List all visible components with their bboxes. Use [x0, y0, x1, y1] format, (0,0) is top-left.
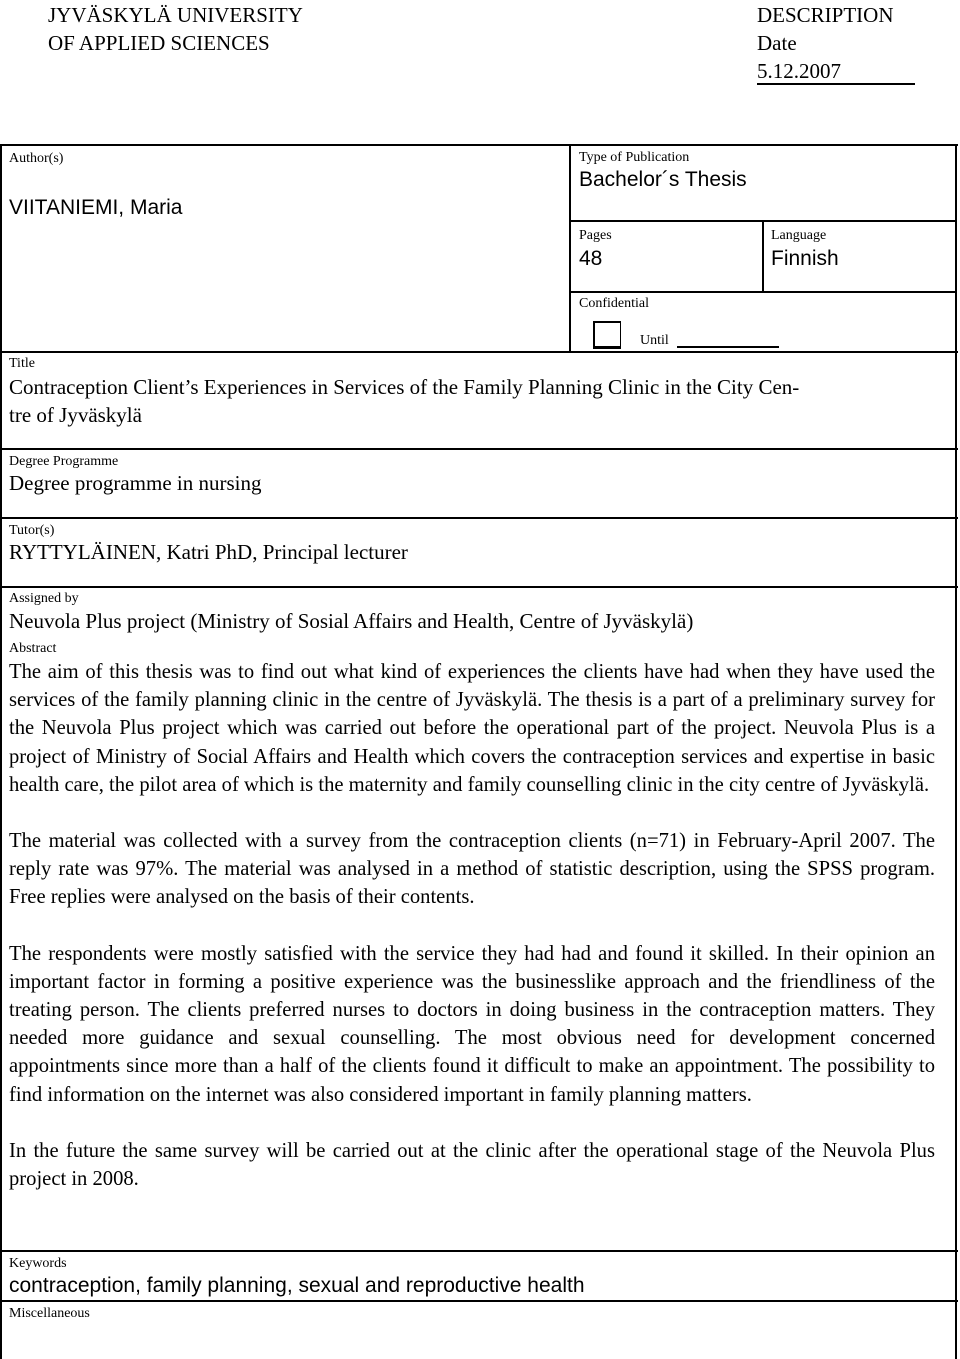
assigned-value: Neuvola Plus project (Ministry of Sosial Affairs and Health, Centre of Jyväskylä)	[9, 609, 694, 633]
confidential-label: Confidential	[579, 296, 649, 311]
frame-assigned-top	[0, 586, 958, 588]
abstract-paragraph: The material was collected with a survey from the contraception clients (n=71) in February-April 2007. The reply rate was 97%. The material was analysed in a method of statistic description, using the SPSS program. Free replies were analysed on the basis of their contents.	[9, 830, 935, 909]
frame-misc-top	[0, 1300, 958, 1302]
frame-top	[0, 144, 958, 146]
pages-label: Pages	[579, 228, 612, 243]
publication-type-label: Type of Publication	[579, 150, 690, 165]
abstract-paragraph: In the future the same survey will be carried out at the clinic after the operational stage of the Neuvola Plus project in 2008.	[9, 1139, 935, 1191]
frame-pages-language-divider	[762, 220, 764, 292]
pages-value: 48	[579, 247, 603, 270]
language-label: Language	[771, 228, 827, 243]
misc-label: Miscellaneous	[9, 1306, 90, 1321]
author-value: VIITANIEMI, Maria	[9, 196, 183, 219]
university-name-line2: OF APPLIED SCIENCES	[48, 31, 270, 55]
abstract-body	[9, 658, 935, 1193]
degree-label: Degree Programme	[9, 454, 119, 469]
keywords-label: Keywords	[9, 1256, 67, 1271]
author-label: Author(s)	[9, 151, 64, 166]
title-label: Title	[9, 356, 35, 371]
title-line2: tre of Jyväskylä	[9, 403, 142, 427]
abstract-paragraph: The aim of this thesis was to find out what kind of experiences the clients have had when they have used the services of the family planning clinic in the centre of Jyväskylä. The thesis is a part of a preliminary survey for the Neuvola Plus project which was carried out before the operational part of the project. Neuvola Plus is a project of Ministry of Social Affairs and Health which covers the contraception services and expertise in basic health care, the pilot area of which is the maternity and family counselling clinic in the city centre of Jyväskylä.	[9, 661, 935, 796]
frame-keywords-top	[0, 1250, 958, 1252]
abstract-paragraph: The respondents were mostly satisfied with the service they had had and found it skilled. In their opinion an important factor in forming a positive experience was the businesslike approach and the friendliness of the treating person. The clients preferred nurses to doctors in doing business in the contraception matters. They needed more guidance and sexual counselling. The most obvious need for development concerned appointments since more than a half of the clients found it difficult to make an appointment. The possibility to find information on the internet was also considered important in family planning matters.	[9, 942, 935, 1106]
frame-tutor-top	[0, 517, 958, 519]
publication-type-value: Bachelor´s Thesis	[579, 168, 747, 191]
university-name-line1: JYVÄSKYLÄ UNIVERSITY	[48, 3, 303, 27]
confidential-checkbox[interactable]	[593, 321, 621, 349]
until-field[interactable]	[640, 333, 780, 349]
keywords-value: contraception, family planning, sexual and reproductive health	[9, 1274, 585, 1297]
title-line1: Contraception Client’s Experiences in Services of the Family Planning Clinic in the City Cen-	[9, 375, 800, 399]
assigned-label: Assigned by	[9, 591, 79, 606]
frame-left	[0, 144, 2, 1359]
document-type: DESCRIPTION	[757, 3, 894, 27]
frame-degree-top	[0, 448, 958, 450]
date-label: Date	[757, 31, 797, 55]
abstract-label: Abstract	[9, 641, 57, 656]
language-value: Finnish	[771, 247, 839, 270]
tutor-value: RYTTYLÄINEN, Katri PhD, Principal lecturer	[9, 540, 408, 564]
frame-title-top	[0, 351, 958, 353]
tutor-label: Tutor(s)	[9, 523, 55, 538]
date-value: 5.12.2007	[757, 57, 915, 86]
degree-value: Degree programme in nursing	[9, 471, 262, 495]
frame-author-divider	[569, 144, 571, 352]
frame-pages-bottom	[569, 291, 957, 293]
until-label: Until	[640, 333, 669, 348]
frame-right	[955, 144, 957, 1359]
